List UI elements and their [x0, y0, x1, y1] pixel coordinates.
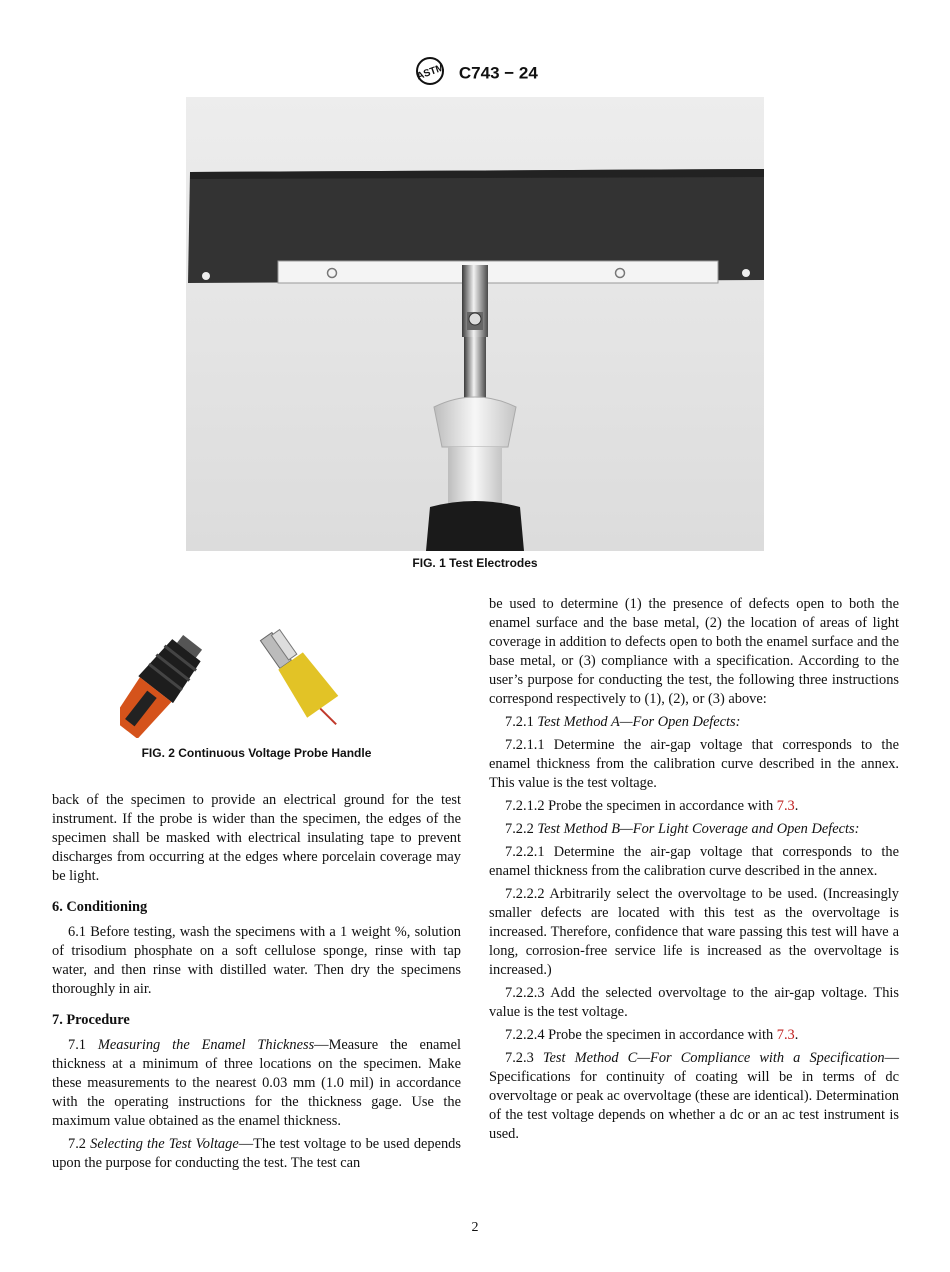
- right-column: [489, 595, 899, 1148]
- paragraph-7-2-1-2: 7.2.1.2 Probe the specimen in accordance with 7.3.: [505, 798, 799, 814]
- page-header: [0, 56, 950, 91]
- paragraph-7-2-2-4: 7.2.2.4 Probe the specimen in accordance with 7.3.: [505, 1027, 799, 1043]
- paragraph-7-2-1: [489, 713, 899, 732]
- right-continuation: be used to determine (1) the presence of defects open to both the enamel surface and the base metal, (2) the location of areas of light coverage in addition to defects open to both the enamel surface and the base metal, or (3) compliance with a specification. According to the user’s purpose for conducting the test, the following three instructions correspond respectively to (1), (2), or (3) above:: [489, 596, 899, 707]
- paragraph-6-1: 6.1 Before testing, wash the specimens with a 1 weight %, solution of trisodium phosphate on a soft cellulose sponge, rinse with tap water, and then rinse with distilled water. Then dry the specimens thoroughly in air.: [52, 924, 461, 997]
- p7-1-text: —Measure the enamel thickness at a minimum of three locations on the specimen. Make these measurements to the nearest 0.03 mm (1.0 mil) in accordance with the operating instructions for the thickness gage. Use the maximum value obtained as the enamel thickness.: [52, 1037, 461, 1129]
- paragraph-7-2-2-3: 7.2.2.3 Add the selected overvoltage to the air-gap voltage. This value is the test voltage.: [489, 985, 899, 1020]
- astm-logo: [412, 56, 448, 91]
- p7-2-1-title: Test Method A—For Open Defects:: [537, 714, 741, 730]
- p7-2-title: Selecting the Test Voltage: [90, 1136, 239, 1152]
- link-7-3[interactable]: 7.3: [776, 798, 795, 814]
- p7-2-text: —The test voltage to be used depends upon the purpose for conducting the test. The test can: [52, 1136, 461, 1171]
- link-7-3[interactable]: 7.3: [776, 1027, 795, 1043]
- document-code: C743 − 24: [458, 63, 538, 83]
- figure1-caption: FIG. 1 Test Electrodes: [412, 556, 538, 570]
- p7-2-2-number: 7.2.2: [505, 821, 534, 837]
- section7-heading: 7. Procedure: [52, 1012, 130, 1028]
- p7-2-2-title: Test Method B—For Light Coverage and Open Defects:: [537, 821, 860, 837]
- p7-1-number: 7.1: [68, 1037, 86, 1053]
- paragraph-7-2-2: [489, 820, 899, 839]
- p7-2-1-2-text: 7.2.1.2 Probe the specimen in accordance with: [505, 798, 777, 814]
- svg-text:ASTM: ASTM: [415, 62, 446, 83]
- p7-2-3-text: —Specifications for continuity of coating will be in terms of dc overvoltage or peak ac overvoltage (these are identical). Determination of the test voltage depends on whether a dc or an ac test instrument is used.: [489, 1050, 899, 1142]
- p7-1-title: Measuring the Enamel Thickness: [97, 1037, 315, 1053]
- p7-2-1-number: 7.2.1: [505, 714, 534, 730]
- paragraph-7-2: [52, 1135, 461, 1173]
- p7-2-number: 7.2: [68, 1136, 86, 1152]
- p7-2-3-title: Test Method C—For Compliance with a Specification: [542, 1050, 885, 1066]
- figure2-caption: FIG. 2 Continuous Voltage Probe Handle: [141, 746, 372, 760]
- paragraph-7-2-3: [489, 1049, 899, 1144]
- left-column: [52, 791, 461, 1177]
- paragraph-7-1: [52, 1036, 461, 1131]
- paragraph-7-2-1-1: 7.2.1.1 Determine the air-gap voltage that corresponds to the enamel thickness from the calibration curve described in the annex. This value is the test voltage.: [489, 737, 899, 791]
- p7-2-2-4-text: 7.2.2.4 Probe the specimen in accordance with: [505, 1027, 777, 1043]
- left-continuation: back of the specimen to provide an electrical ground for the test instrument. If the probe is wider than the specimen, the edges of the specimen shall be masked with electrical insulating tape to prevent discharges from occurring at the edges where porcelain coverage may be light.: [52, 792, 461, 884]
- p7-2-3-number: 7.2.3: [505, 1050, 534, 1066]
- paragraph-7-2-2-1: 7.2.2.1 Determine the air-gap voltage that corresponds to the enamel thickness from the calibration curve described in the annex.: [489, 844, 899, 879]
- page-number: 2: [471, 1220, 479, 1235]
- figure2-photo: [120, 618, 370, 738]
- section6-heading: 6. Conditioning: [52, 899, 148, 915]
- figure1-photo: [186, 97, 764, 551]
- paragraph-7-2-2-2: 7.2.2.2 Arbitrarily select the overvoltage to be used. (Increasingly smaller defects are located with this test as the overvoltage is increased. Therefore, confidence that ware passing this test will have a long, corrosion-free service life is increased as the overvoltage is increased.): [489, 886, 899, 978]
